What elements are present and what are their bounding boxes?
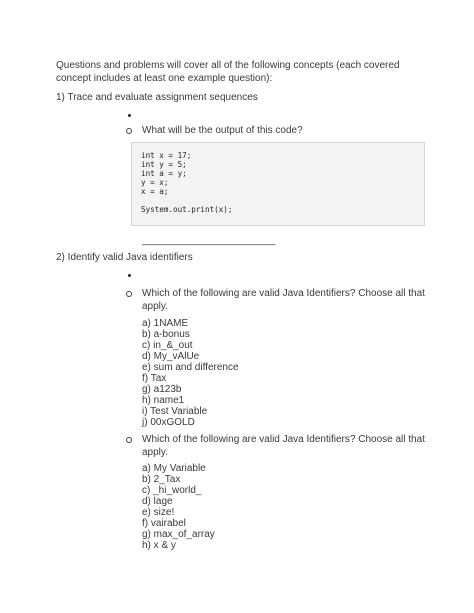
option-item: e) size!: [142, 507, 175, 518]
hollow-bullet-icon: [126, 291, 132, 297]
option-item: h) x & y: [142, 540, 176, 551]
option-item: h) name1: [142, 395, 185, 406]
option-item: f) vairabel: [142, 518, 186, 529]
code-line: x = a;: [141, 187, 169, 196]
option-item: d) lage: [142, 496, 173, 507]
option-item: a) 1NAME: [142, 318, 189, 329]
option-item: d) My_vAlUe: [142, 351, 200, 362]
option-item: j) 00xGOLD: [142, 417, 195, 428]
option-item: g) max_of_array: [142, 529, 215, 540]
option-item: c) _hi_world_: [142, 485, 202, 496]
option-item: i) Test Variable: [142, 406, 208, 417]
section-2-question-2: Which of the following are valid Java Identifiers? Choose all that apply.: [142, 434, 425, 458]
option-item: g) a123b: [142, 384, 182, 395]
hollow-bullet-icon: [126, 437, 132, 443]
option-item: c) in_&_out: [142, 340, 193, 351]
option-item: e) sum and difference: [142, 362, 239, 373]
code-line: int a = y;: [141, 169, 187, 178]
code-block: [131, 142, 425, 226]
option-item: f) Tax: [142, 373, 167, 384]
answer-blank: ________________________: [142, 235, 276, 246]
code-line: y = x;: [141, 178, 169, 187]
section-1-question: What will be the output of this code?: [142, 125, 303, 136]
option-item: b) 2_Tax: [142, 474, 181, 485]
code-line: int x = 17;: [141, 151, 192, 160]
code-line: System.out.print(x);: [141, 205, 233, 214]
filled-bullet-icon: [128, 274, 131, 277]
option-item: b) a-bonus: [142, 329, 190, 340]
hollow-bullet-icon: [126, 128, 132, 134]
section-1-heading: 1) Trace and evaluate assignment sequences: [56, 92, 258, 103]
option-item: a) My Variable: [142, 463, 206, 474]
code-line: int y = 5;: [141, 160, 187, 169]
section-2-heading: 2) Identify valid Java identifiers: [56, 252, 193, 263]
filled-bullet-icon: [128, 114, 131, 117]
intro-paragraph: Questions and problems will cover all of the following concepts (each covered concept includes at least one example question):: [56, 60, 400, 84]
section-2-question-1: Which of the following are valid Java Identifiers? Choose all that apply.: [142, 288, 425, 312]
